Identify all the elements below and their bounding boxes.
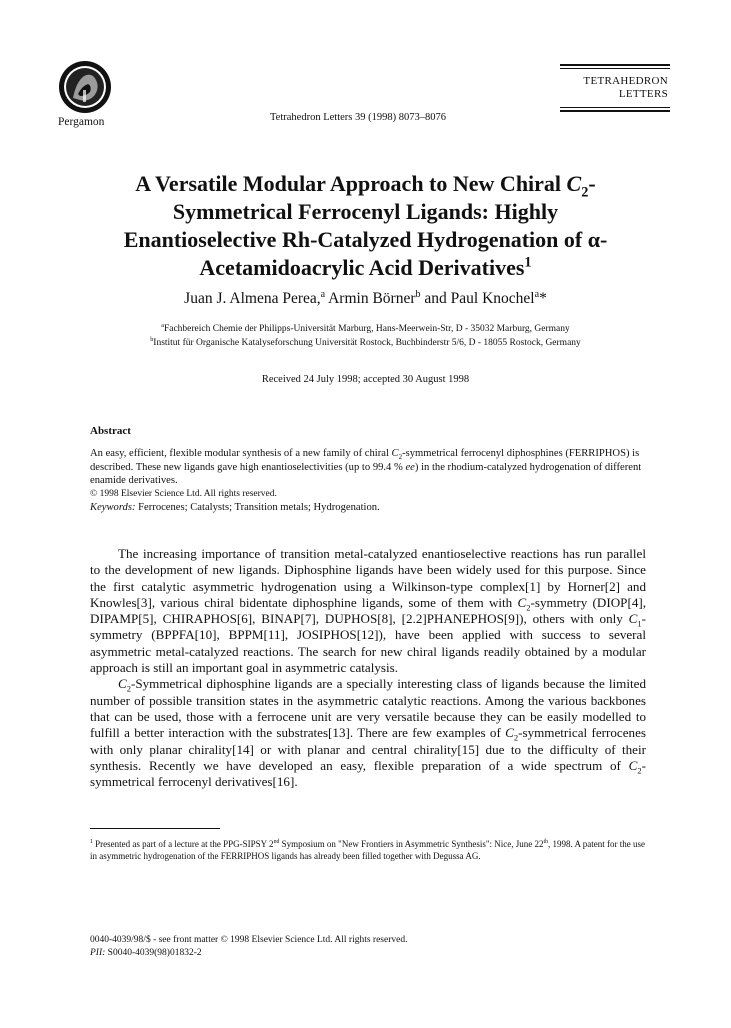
title-line-4: Acetamidoacrylic Acid Derivatives$^1$ xyxy=(199,254,532,280)
abstract-text xyxy=(90,447,650,515)
title-line-3: Enantioselective Rh-Catalyzed Hydrogenation of α- xyxy=(123,227,608,252)
paper-title xyxy=(60,170,671,282)
paragraph-1: The increasing importance of transition metal-catalyzed enantioselective reactions has run parallel to the development of new ligands. Diphosphine ligands have been widely used for this purpose. Since the first catalytic asymmetric hydrogenation using a Wilkinson-type complex[1] by Horner[2] and Knowles[3], various chiral bidentate diphosphine ligands, some of them with $C_2$-symmetry (DIOP[4], DIPAMP[5], CHIRAPHOS[6], BINAP[7], DUPHOS[8], [2.2]PHANEPHOS[9]), others with only $C_1$-symmetry (BPPFA[10], BPPM[11], JOSIPHOS[12]), have been applied with success to several asymmetric metal-catalyzed reactions. The search for new chiral ligands readily obtained by a modular approach is still an important goal in asymmetric catalysis. xyxy=(90,546,646,676)
journal-name xyxy=(548,75,670,101)
journal-name-line2: LETTERS xyxy=(618,88,668,100)
received-dates: Received 24 July 1998; accepted 30 August 1998 xyxy=(261,374,470,385)
keywords: Keywords: Ferrocenes; Catalysts; Transition metals; Hydrogenation. xyxy=(90,502,380,513)
footnote-rule xyxy=(90,828,220,829)
abstract-copyright: © 1998 Elsevier Science Ltd. All rights reserved. xyxy=(90,488,277,499)
masthead-rule-top xyxy=(560,64,670,66)
footnote: $^1$ Presented as part of a lecture at the PPG-SIPSY 2nd Symposium on "New Frontiers in Asymmetric Synthesis": Nice, June 22th, 1998. A patent for the use in asymmetric hydrogenation of the FERRIPHOS ligands has already been filled together with Degussa AG. xyxy=(90,839,646,861)
body-text xyxy=(90,546,646,790)
abstract-body: An easy, efficient, flexible modular synthesis of a new family of chiral $C_2$-symmetrical ferrocenyl diphosphines (FERRIPHOS) is described. These new ligands gave high enantioselectivities (up to 99.4 % ee) in the rhodium-catalyzed hydrogenation of different enamide derivatives. xyxy=(90,448,642,486)
paragraph-2: $C_2$-Symmetrical diphosphine ligands are a specially interesting class of ligands because the limited number of possible transition states in the asymmetric catalytic reactions. Among the various backbones that can be used, those with a ferrocene unit are very versatile because they can be easily modelled to fulfill a better interaction with the substrates[13]. There are few examples of $C_2$-symmetrical ferrocenes with only planar chirality[14] or with planar and central chirality[15] due to the difficulty of their synthesis. Recently we have developed an easy, flexible preparation of a wide spectrum of $C_2$-symmetrical ferrocenyl derivatives[16]. xyxy=(90,676,646,790)
journal-name-line1: TETRAHEDRON xyxy=(583,75,668,87)
author-list: Juan J. Almena Perea,$^a$ Armin Börner$^b$ and Paul Knochel$^a$* xyxy=(184,288,547,307)
pii-line: PII: S0040-4039(98)01832-2 xyxy=(90,948,202,958)
elsevier-tree-logo-icon xyxy=(58,60,112,114)
front-matter-line: 0040-4039/98/$ - see front matter © 1998 Elsevier Science Ltd. All rights reserved. xyxy=(90,935,408,945)
journal-masthead xyxy=(548,64,670,114)
masthead-rule-bottom-thin xyxy=(560,107,670,108)
journal-reference: Tetrahedron Letters 39 (1998) 8073–8076 xyxy=(270,112,446,123)
masthead-rule-top-thin xyxy=(560,68,670,69)
affiliation-b: $^b$Institut für Organische Katalyseforschung Universität Rostock, Buchbinderstr 5/6, D - 18055 Rostock, Germany xyxy=(150,336,581,348)
publisher-name: Pergamon xyxy=(58,116,105,128)
masthead-rule-bottom xyxy=(560,110,670,112)
issn-info xyxy=(90,934,650,960)
affiliation-a: $^a$Fachbereich Chemie der Philipps-Universität Marburg, Hans-Meerwein-Str, D - 35032 Marburg, Germany xyxy=(161,322,570,334)
abstract-heading: Abstract xyxy=(90,425,131,437)
affiliations xyxy=(60,322,671,350)
title-line-2: Symmetrical Ferrocenyl Ligands: Highly xyxy=(172,199,559,224)
title-line-1: A Versatile Modular Approach to New Chiral $C_2-$ xyxy=(135,171,596,201)
